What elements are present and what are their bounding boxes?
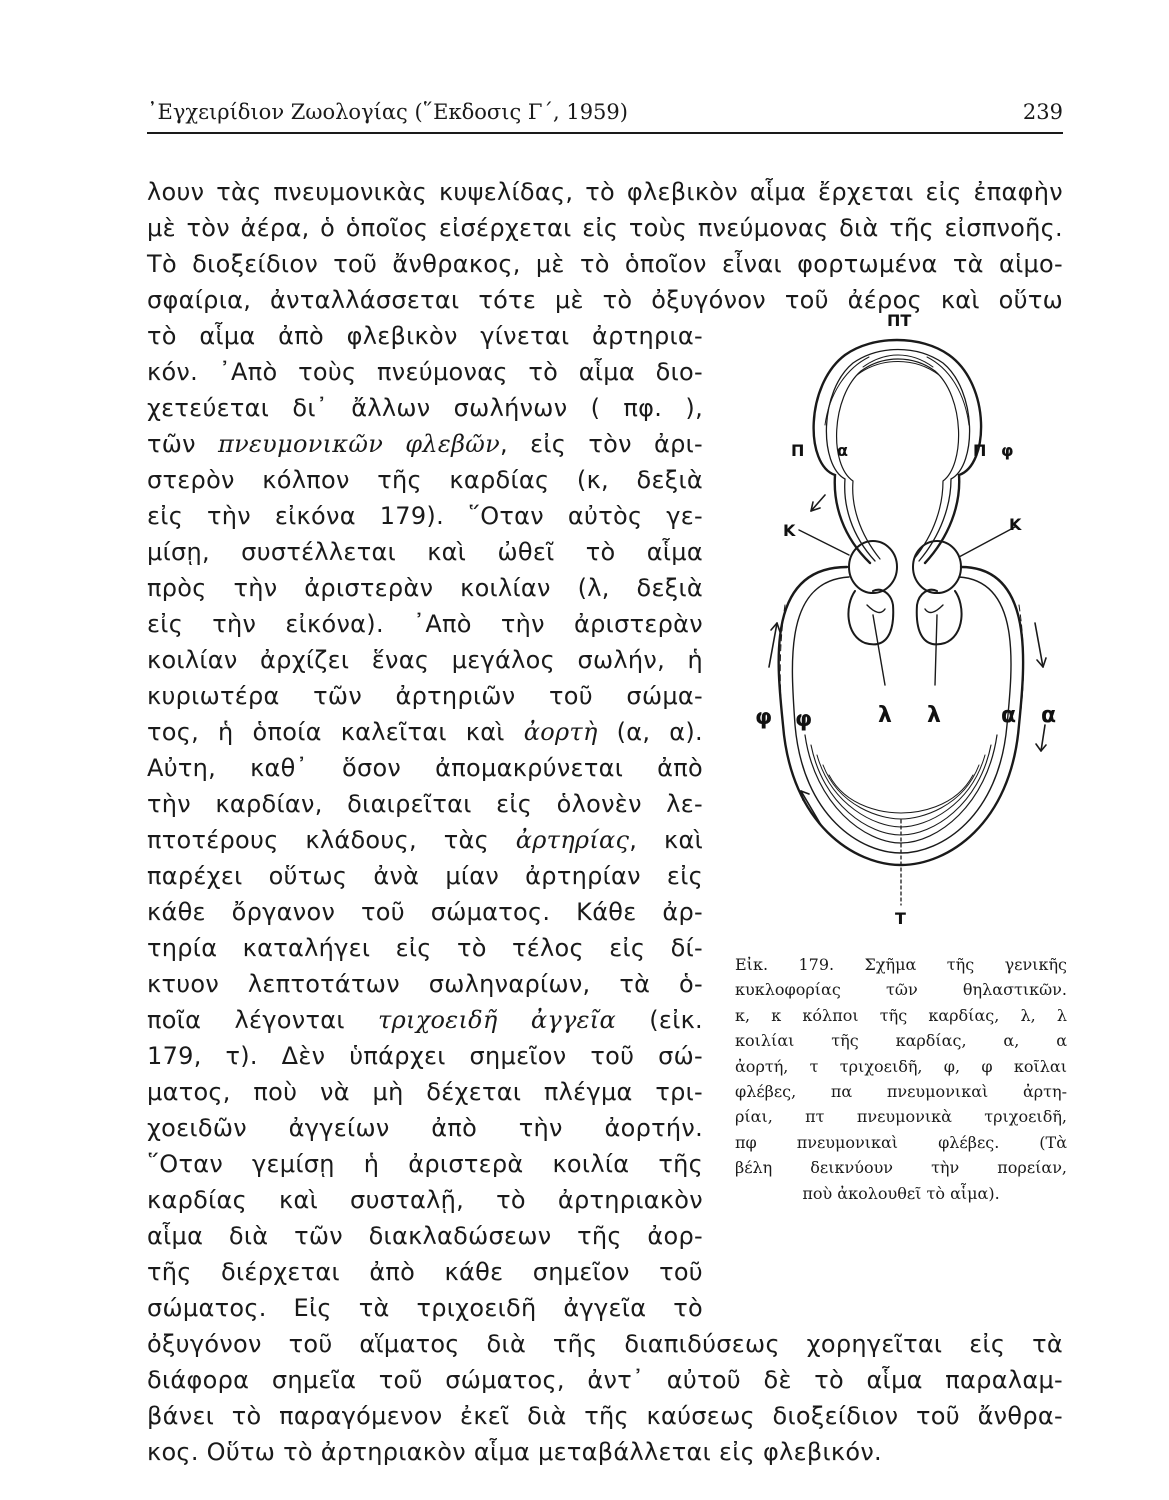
caption-line: ἀορτή, τ τριχοειδῆ, φ, φ κοῖλαι — [735, 1056, 1067, 1076]
caption-line: ρίαι, πτ πνευμονικὰ τριχοειδῆ, — [735, 1107, 1067, 1127]
text-line: εἰς τὴν εἰκόνα 179). ῞Οταν αὐτὸς γε- — [147, 502, 703, 530]
caption-line: κ, κ κόλποι τῆς καρδίας, λ, λ — [735, 1005, 1067, 1025]
label-phi-upper: φ — [1001, 441, 1014, 460]
caption-line: Εἰκ. 179. Σχῆμα τῆς γενικῆς — [735, 955, 1067, 974]
label-a-upper: α — [837, 441, 848, 460]
text-line: κος. Οὕτω τὸ ἀρτηριακὸν αἷμα μεταβάλλεται εἰς φλεβικόν. — [147, 1438, 882, 1466]
text-line: χετεύεται δι᾽ ἄλλων σωλήνων ( πφ. ), — [147, 394, 703, 422]
italic-term: τριχοειδῆ ἀγγεῖα — [378, 1006, 617, 1034]
text-line: εἰς τὴν εἰκόνα). ᾽Απὸ τὴν ἀριστερὰν — [147, 610, 703, 638]
text-line: ματος, ποὺ νὰ μὴ δέχεται πλέγμα τρι- — [147, 1078, 703, 1106]
circulation-drawing — [725, 305, 1077, 935]
label-lambda-left: λ — [878, 703, 892, 728]
text-line: 179, τ). Δὲν ὑπάρχει σημεῖον τοῦ σώ- — [147, 1042, 703, 1070]
figure-caption — [735, 952, 1067, 1206]
text-line: πρὸς τὴν ἀριστερὰν κοιλίαν (λ, δεξιὰ — [147, 574, 703, 602]
label-a-outer: α — [1041, 703, 1057, 728]
text-line: αἷμα διὰ τῶν διακλαδώσεων τῆς ἀορ- — [147, 1222, 703, 1250]
text-line: παρέχει οὕτως ἀνὰ μίαν ἀρτηρίαν εἰς — [147, 862, 703, 890]
label-k-left: Κ — [783, 521, 796, 540]
label-pa-right: Π — [973, 441, 987, 460]
page-number: 239 — [1022, 100, 1063, 124]
label-k-right: Κ — [1009, 515, 1022, 534]
text-line: κυριωτέρα τῶν ἀρτηριῶν τοῦ σώμα- — [147, 682, 703, 710]
caption-line: κυκλοφορίας τῶν θηλαστικῶν. — [735, 980, 1067, 1000]
text-line: κάθε ὄργανον τοῦ σώματος. Κάθε ἀρ- — [147, 898, 703, 926]
label-phi-outer: φ — [755, 705, 773, 730]
text-line: κτυον λεπτοτάτων σωληναρίων, τὰ ὁ- — [147, 970, 703, 998]
header-title: ᾽Εγχειρίδιον Ζωολογίας (῞Εκδοσις Γ΄, 1959) — [147, 100, 628, 124]
label-pa-left: Π — [791, 441, 805, 460]
text-line: λουν τὰς πνευμονικὰς κυψελίδας, τὸ φλεβικὸν αἷμα ἔρχεται εἰς ἐπαφὴν — [147, 178, 1063, 206]
text-line: καρδίας καὶ συσταλῇ, τὸ ἀρτηριακὸν — [147, 1186, 703, 1214]
text-line: τηρία καταλήγει εἰς τὸ τέλος εἰς δί- — [147, 934, 703, 962]
text-line: διάφορα σημεῖα τοῦ σώματος, ἀντ᾽ αὐτοῦ δὲ τὸ αἷμα παραλαμ- — [147, 1366, 1063, 1394]
text-line: πτοτέρους κλάδους, τὰς ἀρτηρίας, καὶ — [147, 826, 703, 854]
text-line: χοειδῶν ἀγγείων ἀπὸ τὴν ἀορτήν. — [147, 1114, 703, 1142]
text-line: τος, ἡ ὁποία καλεῖται καὶ ἀορτὴ (α, α). — [147, 718, 703, 746]
caption-line: πφ πνευμονικαὶ φλέβες. (Τὰ — [735, 1132, 1067, 1152]
text-line: ῞Οταν γεμίσῃ ἡ ἀριστερὰ κοιλία τῆς — [147, 1150, 703, 1178]
italic-term: πνευμονικῶν φλεβῶν — [218, 430, 501, 458]
text-line: μίσῃ, συστέλλεται καὶ ὠθεῖ τὸ αἷμα — [147, 538, 703, 566]
running-header — [147, 98, 1063, 134]
label-a-inner: α — [1001, 703, 1017, 728]
italic-term: ἀορτὴ — [523, 718, 598, 746]
text-line: τῆς διέρχεται ἀπὸ κάθε σημεῖον τοῦ — [147, 1258, 703, 1286]
text-line: βάνει τὸ παραγόμενον ἐκεῖ διὰ τῆς καύσεως διοξείδιον τοῦ ἄνθρα- — [147, 1402, 1063, 1430]
text-line: Αὐτη, καθ᾽ ὅσον ἀπομακρύνεται ἀπὸ — [147, 754, 703, 782]
text-line: τὴν καρδίαν, διαιρεῖται εἰς ὁλονὲν λε- — [147, 790, 703, 818]
caption-line: βέλη δεικνύουν τὴν πορείαν, — [735, 1158, 1067, 1178]
text-line: σώματος. Εἰς τὰ τριχοειδῆ ἀγγεῖα τὸ — [147, 1294, 703, 1322]
text-line: τῶν πνευμονικῶν φλεβῶν, εἰς τὸν ἀρι- — [147, 430, 703, 458]
caption-line: κοιλίαι τῆς καρδίας, α, α — [735, 1031, 1067, 1051]
caption-line: φλέβες, πα πνευμονικαὶ ἀρτη- — [735, 1081, 1067, 1101]
label-pt: ΠΤ — [887, 311, 912, 330]
label-phi-inner: φ — [795, 707, 813, 732]
text-line: τὸ αἷμα ἀπὸ φλεβικὸν γίνεται ἀρτηρια- — [147, 322, 703, 350]
text-line: ποῖα λέγονται τριχοειδῆ ἀγγεῖα (εἰκ. — [147, 1006, 703, 1034]
text-line: ὀξυγόνον τοῦ αἵματος διὰ τῆς διαπιδύσεως χορηγεῖται εἰς τὰ — [147, 1330, 1063, 1358]
text-line: στερὸν κόλπον τῆς καρδίας (κ, δεξιὰ — [147, 466, 703, 494]
text-line: μὲ τὸν ἀέρα, ὁ ὁποῖος εἰσέρχεται εἰς τοὺς πνεύμονας διὰ τῆς εἰσπνοῆς. — [147, 214, 1063, 242]
circulation-diagram — [725, 305, 1077, 935]
italic-term: ἀρτηρίας — [515, 826, 630, 854]
caption-line: ποὺ ἀκολουθεῖ τὸ αἷμα). — [802, 1183, 1000, 1203]
label-lambda-right: λ — [927, 703, 941, 728]
text-line: κοιλίαν ἀρχίζει ἕνας μεγάλος σωλήν, ἡ — [147, 646, 703, 674]
text-line: Τὸ διοξείδιον τοῦ ἄνθρακος, μὲ τὸ ὁποῖον εἶναι φορτωμένα τὰ αἱμο- — [147, 250, 1063, 278]
text-line: κόν. ᾽Απὸ τοὺς πνεύμονας τὸ αἷμα διο- — [147, 358, 703, 386]
label-t: Τ — [895, 909, 906, 928]
text-line: σφαίρια, ἀνταλλάσσεται τότε μὲ τὸ ὀξυγόνον τοῦ ἀέρος καὶ οὕτω — [147, 286, 1063, 314]
